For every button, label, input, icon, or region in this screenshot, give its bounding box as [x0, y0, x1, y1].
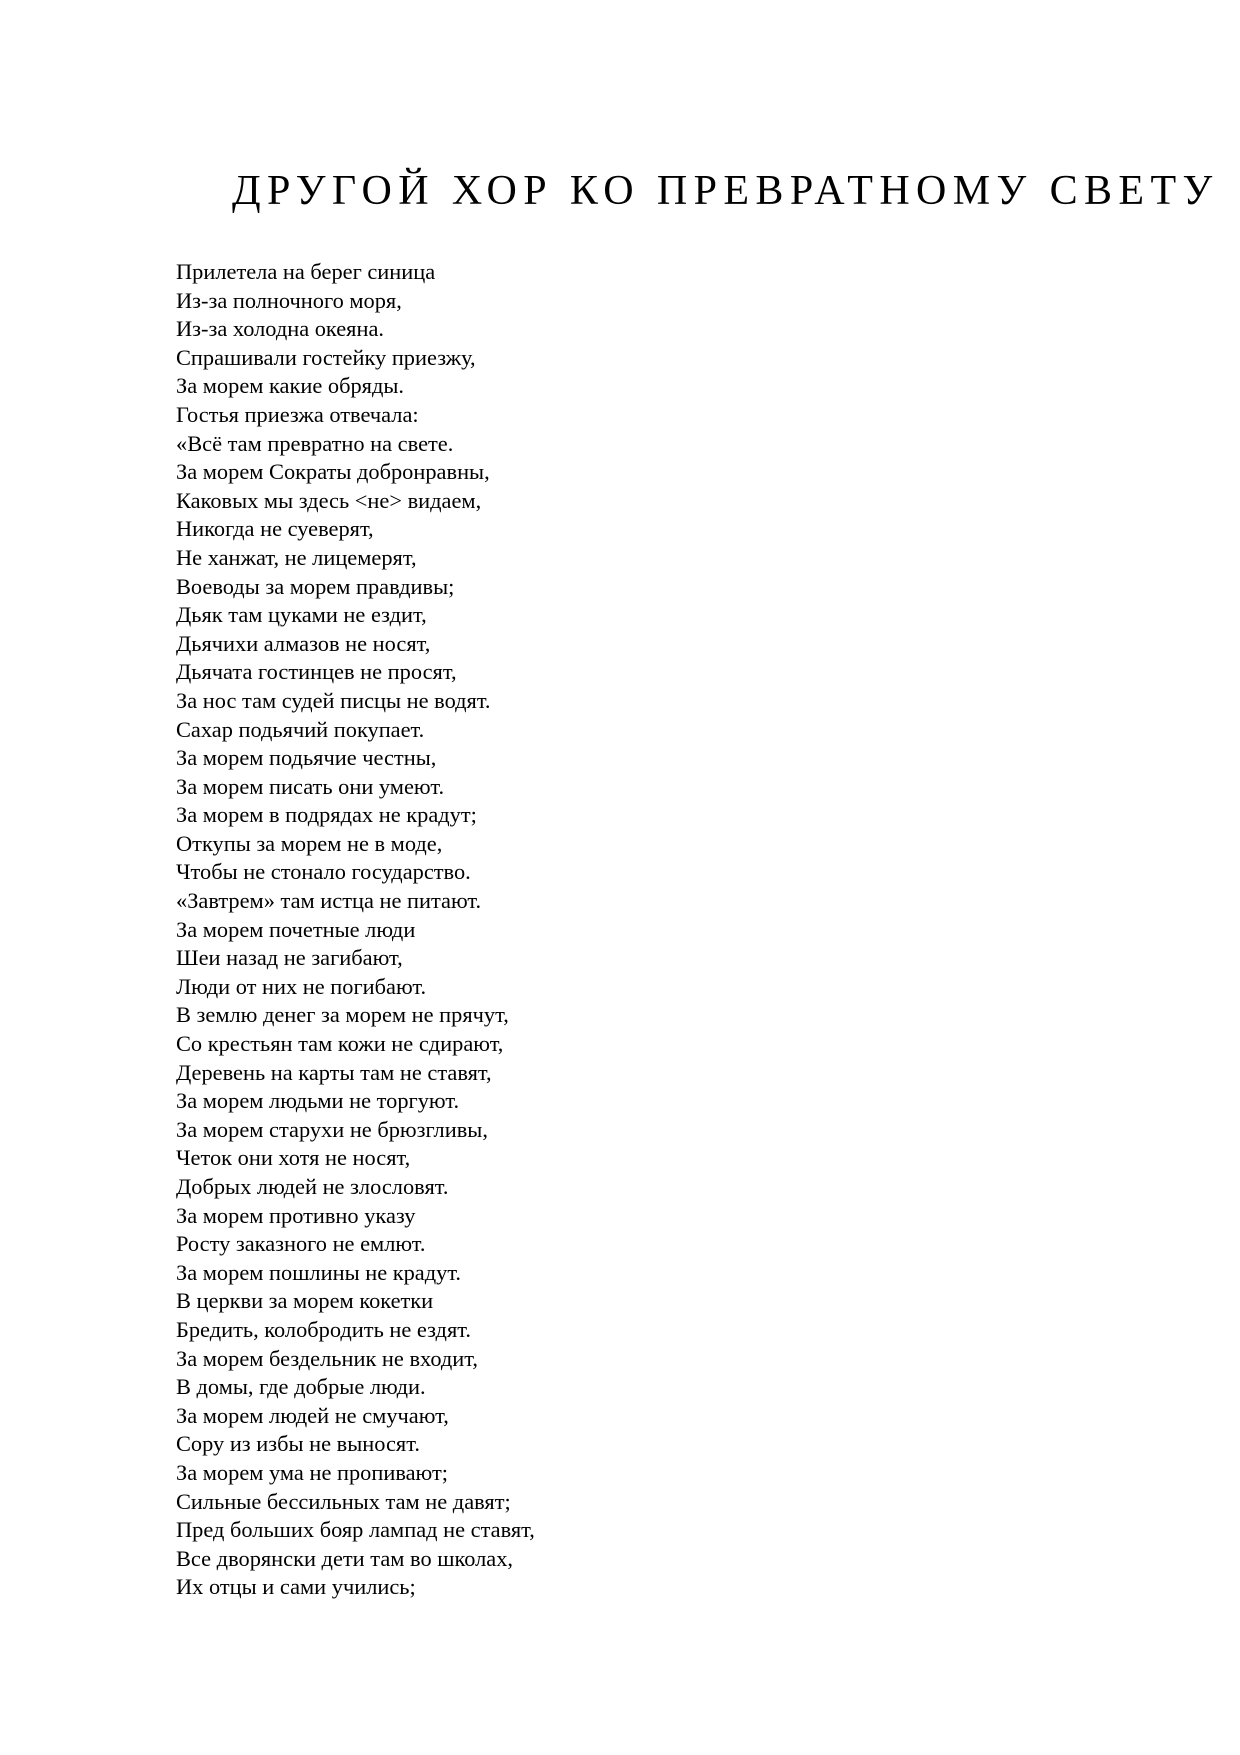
poem-line: Из-за полночного моря, [176, 287, 402, 313]
poem-line: Пред больших бояр лампад не ставят, [176, 1517, 535, 1543]
poem-line: Их отцы и сами учились; [176, 1574, 416, 1600]
poem-line: За морем писать они умеют. [176, 773, 445, 799]
poem-body [176, 258, 535, 1602]
poem-line: Никогда не суеверят, [176, 516, 374, 542]
poem-line: Сахар подьячий покупает. [176, 716, 425, 742]
poem-line: В церкви за морем кокетки [176, 1288, 434, 1314]
poem-line: За морем бездельник не входит, [176, 1345, 478, 1371]
poem-line: За морем почетные люди [176, 916, 416, 942]
poem-line: За морем в подрядах не крадут; [176, 802, 477, 828]
poem-line: Со крестьян там кожи не сдирают, [176, 1031, 504, 1057]
poem-line: За нос там судей писцы не водят. [176, 687, 491, 713]
poem-line: Чтобы не стонало государство. [176, 859, 471, 885]
poem-line: Дьячихи алмазов не носят, [176, 630, 431, 656]
poem-line: Деревень на карты там не ставят, [176, 1059, 492, 1085]
poem-line: «Завтрем» там истца не питают. [176, 888, 482, 914]
poem-line: Прилетела на берег синица [176, 259, 436, 284]
poem-line: Люди от них не погибают. [176, 973, 427, 999]
poem-line: Сильные бессильных там не давят; [176, 1488, 511, 1514]
poem-line: Росту заказного не емлют. [176, 1231, 426, 1257]
poem-line: Сору из избы не выносят. [176, 1431, 420, 1457]
poem-line: За морем какие обряды. [176, 373, 405, 399]
poem-line: За морем ума не пропивают; [176, 1459, 448, 1485]
poem-line: Бредить, колобродить не ездят. [176, 1316, 471, 1342]
poem-line: За морем пошлины не крадут. [176, 1259, 462, 1285]
poem-line: Каковых мы здесь <не> видаем, [176, 487, 482, 513]
poem-line: Гостья приезжа отвечала: [176, 401, 419, 427]
poem-line: Откупы за морем не в моде, [176, 830, 443, 856]
poem-line: Дьяк там цуками не ездит, [176, 602, 427, 628]
poem-line: Все дворянски дети там во школах, [176, 1545, 514, 1571]
poem-line: Четок они хотя не носят, [176, 1145, 411, 1171]
poem-title: ДРУГОЙ ХОР КО ПРЕВРАТНОМУ СВЕТУ [232, 168, 1219, 214]
poem-line: В домы, где добрые люди. [176, 1374, 426, 1400]
poem-line: Из-за холодна океяна. [176, 316, 384, 342]
poem-line: Шеи назад не загибают, [176, 945, 403, 971]
poem-line: «Всё там превратно на свете. [176, 430, 454, 456]
poem-line: За морем противно указу [176, 1202, 416, 1228]
poem-line: За морем подьячие честны, [176, 745, 437, 771]
poem-line: Не ханжат, не лицемерят, [176, 544, 417, 570]
poem-line: За морем Сократы добронравны, [176, 459, 490, 485]
poem-line: Добрых людей не злословят. [176, 1174, 449, 1199]
poem-line: В землю денег за морем не прячут, [176, 1002, 509, 1028]
poem-line: Воеводы за морем правдивы; [176, 573, 455, 599]
poem-line: Дьячата гостинцев не просят, [176, 659, 457, 685]
poem-line: За морем людей не смучают, [176, 1402, 449, 1428]
poem-line: Спрашивали гостейку приезжу, [176, 344, 476, 370]
poem-line: За морем людьми не торгуют. [176, 1088, 460, 1114]
poem-line: За морем старухи не брюзгливы, [176, 1116, 488, 1142]
